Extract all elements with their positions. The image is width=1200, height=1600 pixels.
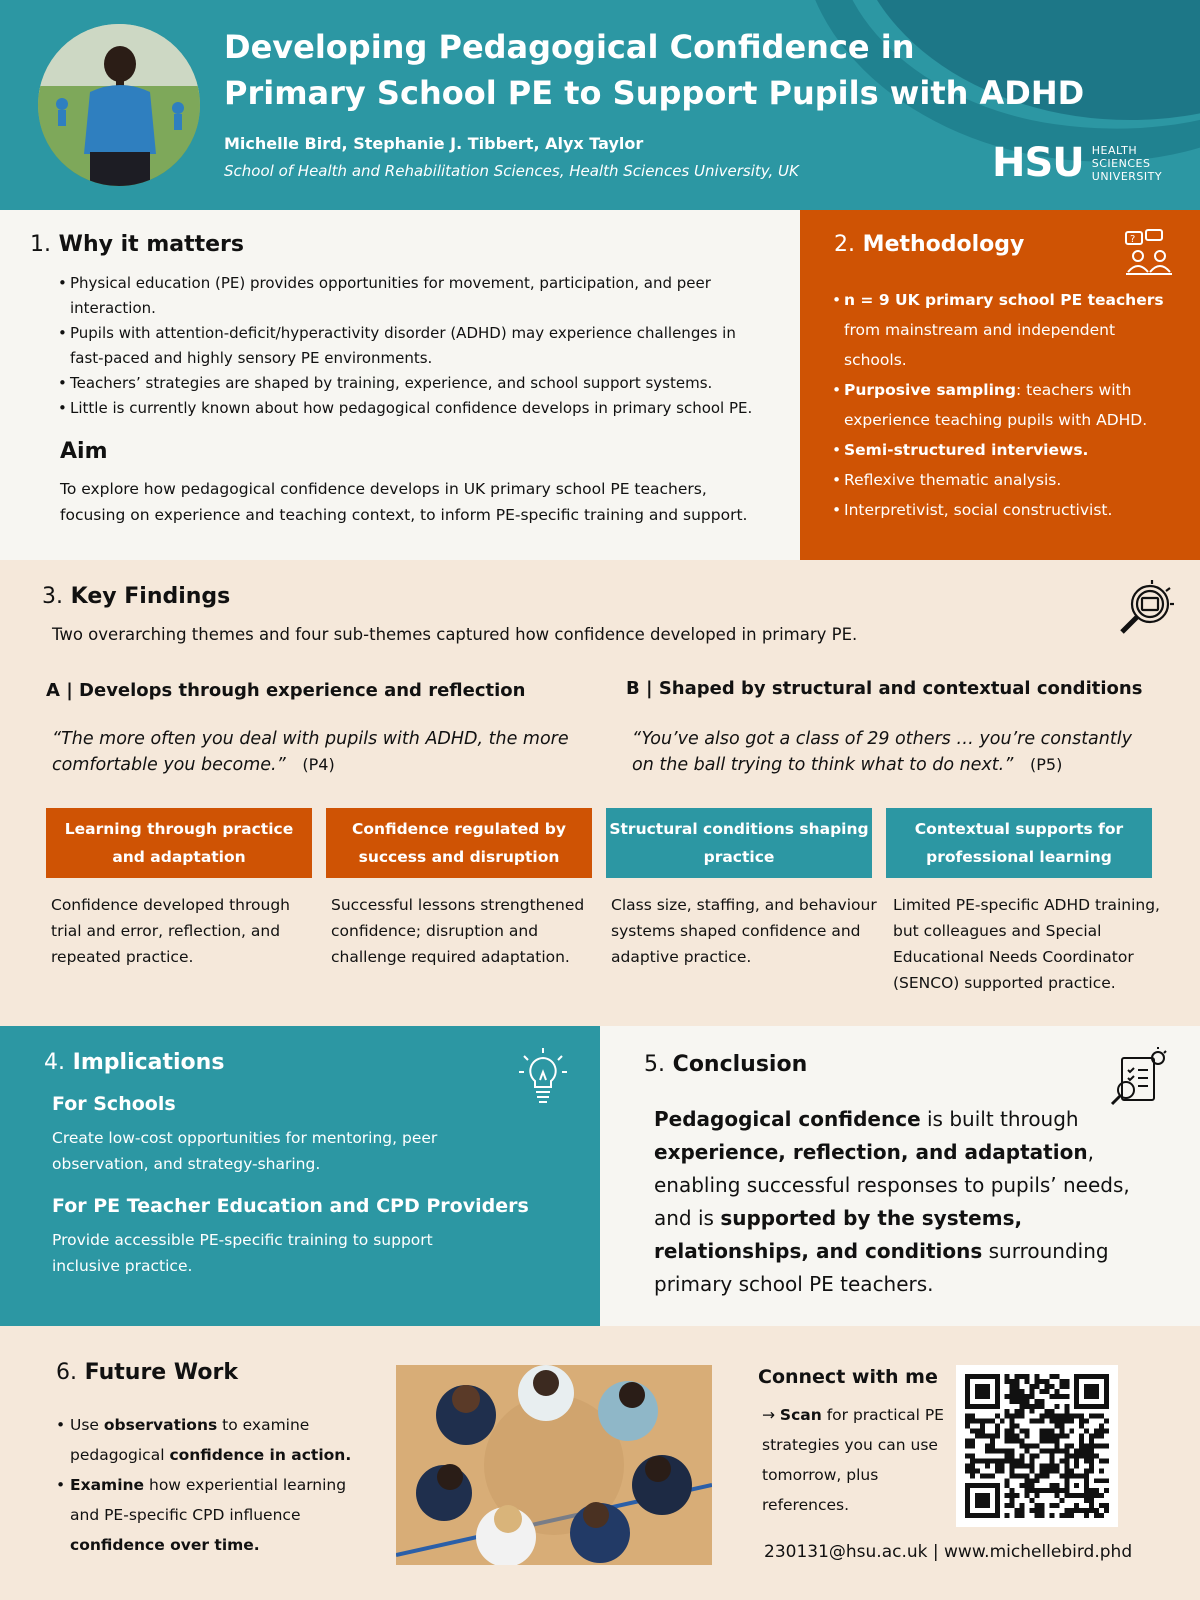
section-number: 1. [30, 232, 51, 257]
section-methodology [800, 210, 1200, 560]
group-huddle-photo [396, 1365, 712, 1565]
contact-info: 230131@hsu.ac.uk | www.michellebird.phd [764, 1542, 1133, 1562]
text: , enabling successful responses to pupils’ needs, and is [654, 1140, 1130, 1230]
hsu-logo [992, 140, 1162, 186]
participant-id: (P5) [1030, 755, 1063, 774]
implications-subheading-schools: For Schools [52, 1093, 176, 1115]
qr-code[interactable] [956, 1365, 1118, 1527]
subtheme-box-3: Structural conditions shaping practice [606, 808, 872, 878]
section-number: 4. [44, 1050, 65, 1075]
aim-heading: Aim [60, 439, 108, 464]
authors: Michelle Bird, Stephanie J. Tibbert, Alyx Taylor [224, 134, 644, 153]
list-item: • Pupils with attention-deficit/hyperactivity disorder (ADHD) may experience challenges in fast-paced and highly sensory PE environments. [30, 321, 770, 371]
interview-people-icon [1124, 228, 1174, 278]
text: : teachers with experience teaching pupils with ADHD. [844, 381, 1148, 429]
participant-id: (P4) [302, 755, 335, 774]
arrow-icon: → [762, 1406, 780, 1424]
section-title: Conclusion [672, 1052, 808, 1077]
checklist-magnifier-icon [1110, 1046, 1168, 1106]
bold-text: Examine [70, 1476, 145, 1494]
findings-intro: Two overarching themes and four sub-themes captured how confidence developed in primary PE. [52, 625, 858, 644]
section-heading [44, 1050, 556, 1075]
logo-words [1092, 144, 1162, 183]
bold-text: confidence over time. [70, 1536, 260, 1554]
bold-text: observations [103, 1416, 218, 1434]
list-item [56, 1470, 366, 1560]
list-item [834, 285, 1166, 375]
text: is built through [920, 1107, 1079, 1131]
section-heading [42, 584, 1158, 609]
bold-text: confidence in action. [169, 1446, 352, 1464]
bold-text: n = 9 UK primary school PE teachers [844, 291, 1164, 309]
header-photo-girl-on-field [38, 24, 200, 186]
quote-text: “The more often you deal with pupils with ADHD, the more comfortable you become.” [52, 729, 569, 775]
future-bullet-list [56, 1410, 366, 1560]
quote-b [632, 726, 1152, 778]
implications-subheading-cpd: For PE Teacher Education and CPD Providers [52, 1195, 529, 1217]
section-heading [644, 1052, 1156, 1077]
subtheme-desc-2: Successful lessons strengthened confidence; disruption and challenge required adaptation. [331, 896, 585, 966]
logo-mark: HSU [992, 140, 1084, 186]
list-item: • Reflexive thematic analysis. [834, 465, 1166, 495]
magnifier-document-icon [1114, 578, 1176, 640]
svg-text:?: ? [1130, 234, 1136, 245]
section-why-it-matters [0, 210, 800, 560]
section-number: 2. [834, 232, 855, 257]
section-title: Implications [72, 1050, 225, 1075]
text: for practical PE strategies you can use tomorrow, plus references. [762, 1406, 944, 1514]
title-line-2: Primary School PE to Support Pupils with ADHD [224, 74, 1085, 112]
theme-b-heading: B | Shaped by structural and contextual conditions [626, 678, 1143, 699]
title-line-1: Developing Pedagogical Confidence in [224, 28, 915, 66]
list-item: • Interpretivist, social constructivist. [834, 495, 1166, 525]
implications-text-cpd: Provide accessible PE-specific training to support inclusive practice. [52, 1231, 433, 1275]
bold-text: Pedagogical confidence [654, 1107, 921, 1131]
text: Use [70, 1416, 104, 1434]
section-heading [30, 232, 770, 257]
subtheme-box-1: Learning through practice and adaptation [46, 808, 312, 878]
qr-code-icon [965, 1374, 1109, 1518]
logo-word-3: UNIVERSITY [1091, 169, 1163, 183]
section-implications [0, 1026, 600, 1326]
logo-word-2: SCIENCES [1091, 156, 1151, 170]
logo-word-1: HEALTH [1091, 143, 1138, 157]
text: from mainstream and independent schools. [844, 321, 1116, 369]
bold-text: supported by the systems, relationships, and conditions [654, 1206, 1023, 1263]
quote-a [52, 726, 572, 778]
conclusion-text [654, 1103, 1154, 1301]
list-item [56, 1410, 366, 1470]
section-number: 5. [644, 1052, 665, 1077]
bold-text: Purposive sampling [844, 381, 1017, 399]
implications-text-schools: Create low-cost opportunities for mentoring, peer observation, and strategy-sharing. [52, 1129, 438, 1173]
affiliation: School of Health and Rehabilitation Sciences, Health Sciences University, UK [224, 162, 799, 180]
section-title: Why it matters [58, 232, 244, 257]
poster-title [224, 24, 1104, 116]
section-title: Methodology [862, 232, 1025, 257]
quote-text: “You’ve also got a class of 29 others … you’re constantly on the ball trying to think what to do next.” [632, 729, 1132, 775]
section-number: 6. [56, 1360, 77, 1385]
list-item: • Little is currently known about how pedagogical confidence develops in primary school PE. [30, 396, 770, 421]
list-item [834, 375, 1166, 435]
lightbulb-icon [518, 1046, 568, 1106]
why-bullet-list [30, 271, 770, 421]
subtheme-box-2: Confidence regulated by success and disruption [326, 808, 592, 878]
section-title: Key Findings [70, 584, 231, 609]
subtheme-box-4: Contextual supports for professional learning [886, 808, 1152, 878]
connect-text [762, 1400, 952, 1520]
subtheme-desc-4: Limited PE-specific ADHD training, but colleagues and Special Educational Needs Coordinator (SENCO) supported practice. [893, 896, 1160, 992]
section-heading [56, 1360, 238, 1385]
list-item: • Teachers’ strategies are shaped by training, experience, and school support systems. [30, 371, 770, 396]
list-item: • Physical education (PE) provides opportunities for movement, participation, and peer interaction. [30, 271, 770, 321]
methodology-bullet-list [834, 285, 1166, 525]
bold-text: experience, reflection, and adaptation [654, 1140, 1088, 1164]
text: how experiential learning and PE-specific CPD influence [70, 1476, 347, 1524]
theme-a-heading: A | Develops through experience and reflection [46, 680, 526, 701]
subtheme-desc-3: Class size, staffing, and behaviour systems shaped confidence and adaptive practice. [611, 896, 877, 966]
list-item [834, 435, 1166, 465]
bold-text: Scan [779, 1406, 822, 1424]
connect-heading: Connect with me [758, 1366, 938, 1388]
section-title: Future Work [84, 1360, 238, 1385]
subtheme-desc-1: Confidence developed through trial and error, reflection, and repeated practice. [51, 896, 290, 966]
section-heading [834, 232, 1166, 257]
aim-text: To explore how pedagogical confidence develops in UK primary school PE teachers, focusing on experience and teaching context, to inform PE-specific training and support. [60, 480, 748, 524]
text: to examine pedagogical [70, 1416, 310, 1464]
text: surrounding primary school PE teachers. [654, 1239, 1109, 1296]
section-number: 3. [42, 584, 63, 609]
bold-text: Semi-structured interviews. [844, 441, 1089, 459]
